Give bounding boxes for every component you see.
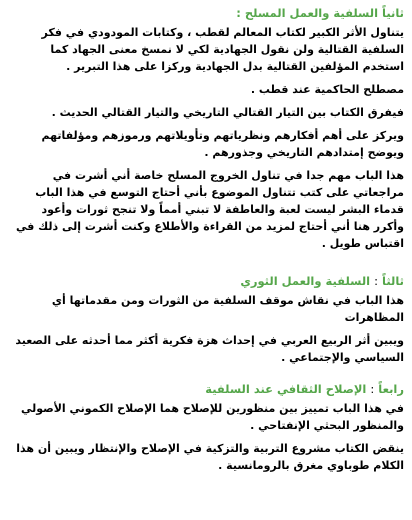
paragraph: ويركز على أهم أفكارهم ونظرياتهم وتأويلاتهم ورموزهم ومؤلفاتهم ويوضح إمتدادهم التاريخي وجذورهم .	[41, 129, 404, 159]
section-number: ثانياً	[382, 6, 404, 20]
section-heading	[10, 272, 404, 290]
paragraph: يتناول الأثر الكبير لكتاب المعالم لقطب ، وكتابات المودودي في فكر السلفية القتالية ولن نقول الجهادية لكي لا نمسخ معنى الجهاد كما استخدم المؤلفين القتالية بدل الجهادية وركزا على هذا التبرير .	[41, 26, 404, 73]
section-heading	[10, 380, 404, 398]
paragraph: فيفرق الكتاب بين التيار القتالي التاريخي والتيار القتالي الحديث .	[51, 106, 404, 119]
section-title: السلفية والعمل المسلح :	[236, 6, 379, 20]
section-separator: :	[370, 382, 375, 396]
paragraph: هذا الباب مهم جدا في تناول الخروج المسلح خاصة أني أشرت في مراجعاتي على كتب تتناول الموضوع بأني أحتاج التوسع في هذا الباب قدماء البشر ليست لعبة والعاطفة لا تبني أمماً ولا تنجح ثورات وأعود وأكرر هنا أني أحتاج لمزيد من القراءة والأطلاع وكنت أشرت إلى ذلك في اقتباس طويل .	[15, 169, 404, 250]
section-number: ثالثاً	[382, 274, 404, 288]
paragraph: ينقض الكتاب مشروع التربية والتزكية في الإصلاح والإنتظار ويبين أن هذا الكلام طوباوي مغرق بالرومانسية .	[16, 442, 404, 472]
paragraph: ويبين أثر الربيع العربي في إحداث هزة فكرية أكثر مما أحدثه على الصعيد السياسي والإجتماعي .	[15, 334, 404, 364]
section-title: السلفية والعمل الثوري	[240, 274, 371, 288]
paragraph: مصطلح الحاكمية عند قطب .	[250, 83, 404, 96]
section-number: رابعاً	[378, 382, 404, 396]
section-heading	[10, 4, 404, 22]
section-separator: :	[374, 274, 379, 288]
section-title: الإصلاح الثقافي عند السلفية	[205, 382, 367, 396]
paragraph: هذا الباب في نقاش موقف السلفية من الثورات ومن مقدماتها أي المظاهرات	[51, 294, 404, 324]
paragraph: في هذا الباب تمييز بين منظورين للإصلاح هما الإصلاح الكموني الأصولي والمنظور البحثي الإنفتاحي .	[20, 402, 404, 432]
